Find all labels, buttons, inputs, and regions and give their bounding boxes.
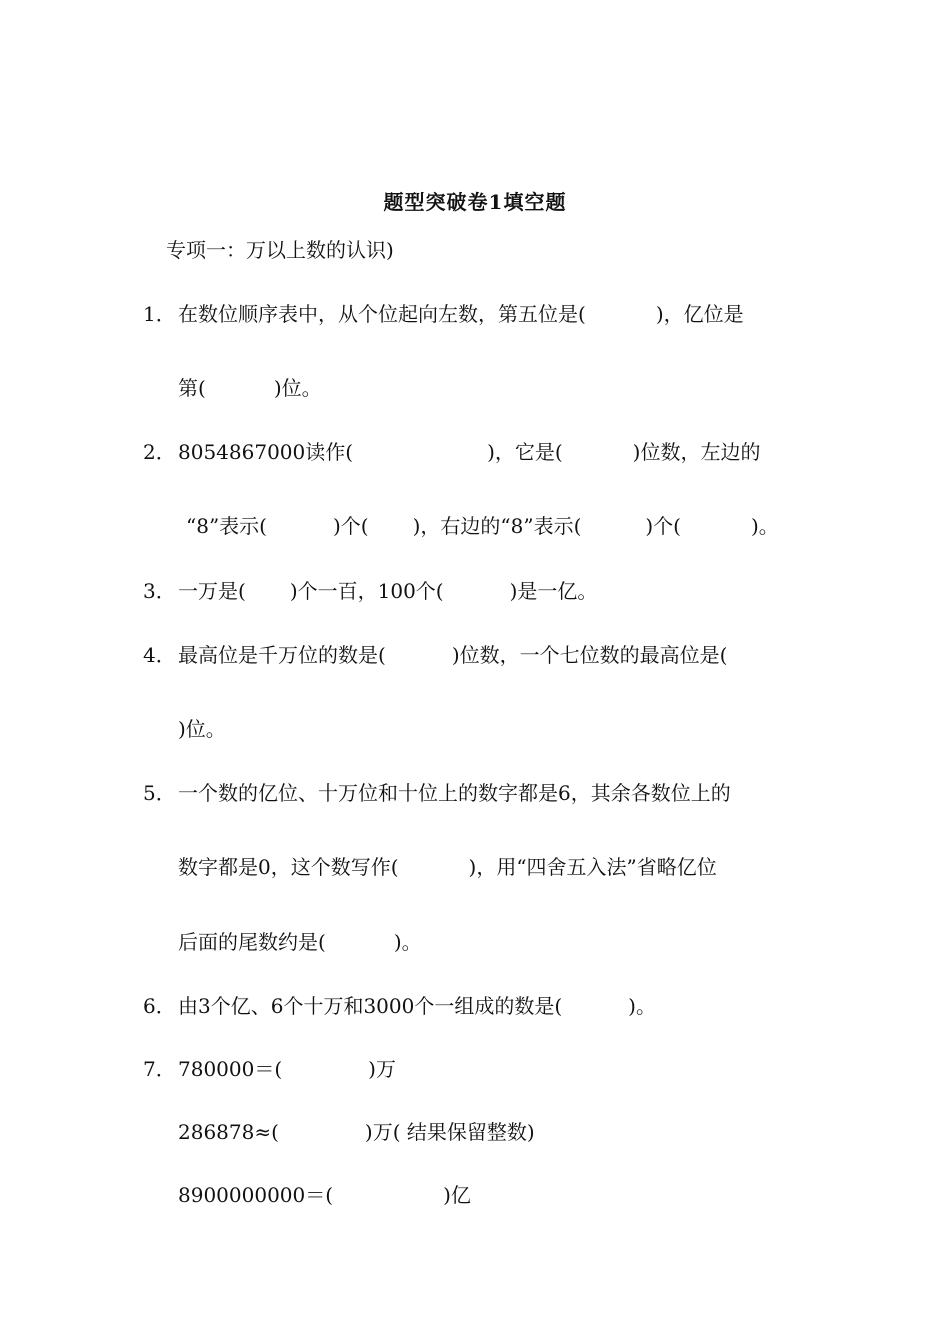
question-line: 8900000000＝( )亿 <box>178 1183 471 1207</box>
question-number: 4． <box>143 643 176 667</box>
question-number: 3． <box>143 579 176 603</box>
section-heading: 专项一：万以上数的认识) <box>166 238 394 262</box>
question-line: “8”表示( )个( )，右边的“8”表示( )个( )。 <box>186 514 779 538</box>
question-number: 2． <box>143 440 176 464</box>
question-line: 286878≈( )万( 结果保留整数) <box>178 1120 535 1144</box>
question-line: 在数位顺序表中，从个位起向左数，第五位是( )，亿位是 <box>178 302 744 326</box>
question-number: 7． <box>143 1057 176 1081</box>
question-number: 5． <box>143 781 176 805</box>
question-number: 6． <box>143 994 176 1018</box>
question-line: 780000＝( )万 <box>178 1057 396 1081</box>
question-line: )位。 <box>178 717 226 741</box>
question-line: 最高位是千万位的数是( )位数，一个七位数的最高位是( <box>178 643 728 667</box>
question-line: 8054867000读作( )，它是( )位数，左边的 <box>178 440 761 464</box>
question-line: 数字都是0，这个数写作( )，用“四舍五入法”省略亿位 <box>178 855 717 879</box>
question-line: 一个数的亿位、十万位和十位上的数字都是6，其余各数位上的 <box>178 781 731 805</box>
question-line: 一万是( )个一百，100个( )是一亿。 <box>178 579 598 603</box>
question-number: 1． <box>143 302 176 326</box>
page-title: 题型突破卷1填空题 <box>383 190 567 214</box>
question-line: 第( )位。 <box>178 376 322 400</box>
question-line: 后面的尾数约是( )。 <box>178 930 422 954</box>
question-line: 由3个亿、6个十万和3000个一组成的数是( )。 <box>178 994 656 1018</box>
